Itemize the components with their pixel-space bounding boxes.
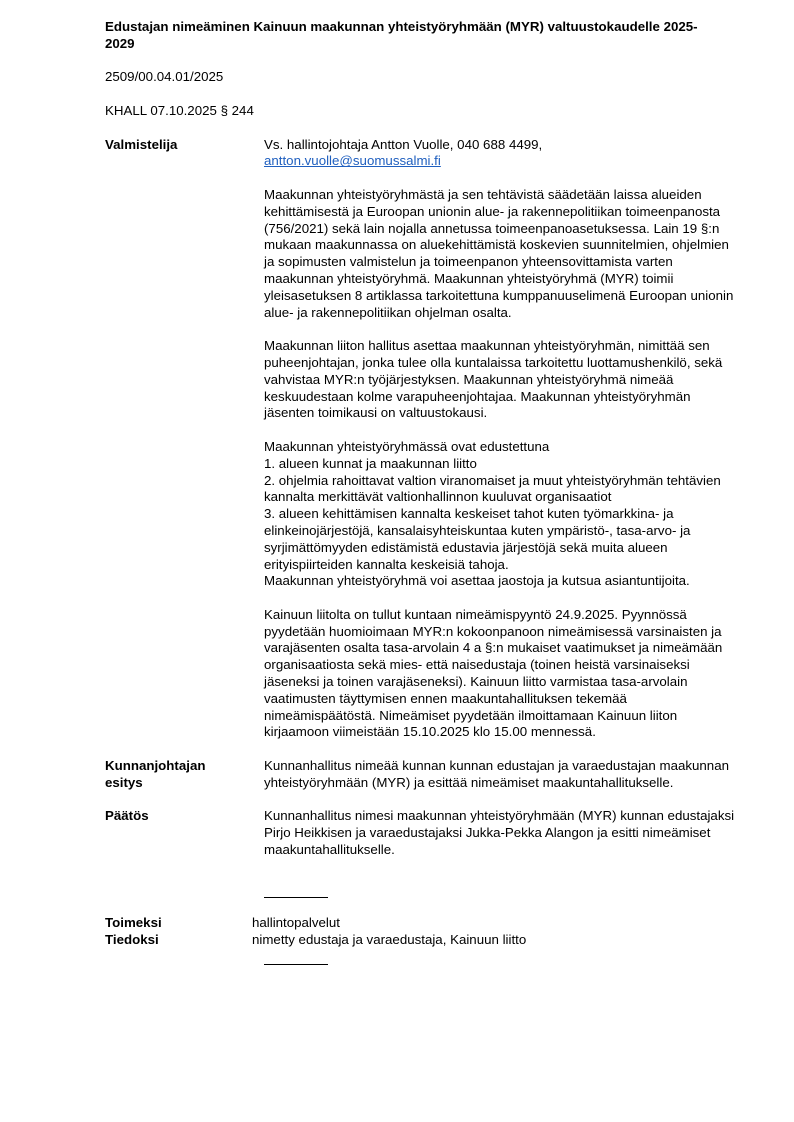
members-list-item: 3. alueen kehittämisen kannalta keskeiset tahot kuten työmarkkina- ja elinkeinojärjestöjä, kansalaisyhteiskuntaa kuten ympäristö-, tasa-arvo- ja syrjimättömyyden edistämistä edustavia järjestöjä sekä muita alueen erityispiirteiden kannalta keskeisiä tahoja. — [264, 506, 691, 572]
section-tiedoksi — [105, 932, 745, 949]
paatos-text: Kunnanhallitus nimesi maakunnan yhteistyöryhmään (MYR) kunnan edustajaksi Pirjo Heikkisen ja varaedustajaksi Jukka-Pekka Alangon ja esitti nimeämiset maakuntahallitukselle. — [264, 808, 735, 858]
members-block — [264, 439, 742, 590]
separator-rule — [264, 897, 328, 898]
section-valmistelija — [105, 137, 745, 742]
members-list-item: 1. alueen kunnat ja maakunnan liitto — [264, 455, 477, 471]
section-esitys — [105, 758, 745, 792]
esitys-label — [105, 758, 264, 792]
nomination-request-paragraph: Kainuun liitolta on tullut kuntaan nimeämispyyntö 24.9.2025. Pyynnössä pyydetään huomioimaan MYR:n kokoonpanoon nimeämisessä varsinaisten ja varajäsenten osalta tasa-arvolain 4 a §:n mukaiset vaatimukset ja nimeämään organisaatiosta sekä mies- että naisedustaja (toinen heistä varsinaiseksi jäseneksi ja toinen varajäseneksi). Kainuun liitto varmistaa tasa-arvolain vaatimusten täyttymisen ennen maakuntahallituksen tekemää nimeämispäätöstä. Nimeämiset pyydetään ilmoittamaan Kainuun liiton kirjaamoon viimeistään 15.10.2025 klo 15.00 mennessä. — [264, 606, 723, 740]
meeting-reference: KHALL 07.10.2025 § 244 — [105, 102, 254, 118]
members-list-item: 2. ohjelmia rahoittavat valtion viranomaiset ja muut yhteistyöryhmän tehtävien kannalta merkittävät valtionhallinnon kuuluvat organisaatiot — [264, 472, 721, 505]
jaostot-sentence: Maakunnan yhteistyöryhmä voi asettaa jaostoja ja kutsua asiantuntijoita. — [264, 573, 690, 589]
paatos-label: Päätös — [105, 808, 149, 824]
section-toimeksi — [105, 915, 745, 932]
distribution-rule-row — [105, 964, 745, 965]
section-paatos — [105, 808, 745, 858]
preparer-email-link[interactable]: antton.vuolle@suomussalmi.fi — [264, 153, 441, 169]
toimeksi-value: hallintopalvelut — [252, 914, 340, 930]
document-page — [105, 19, 745, 965]
preparer-contact — [264, 137, 742, 171]
board-paragraph: Maakunnan liiton hallitus asettaa maakunnan yhteistyöryhmän, nimittää sen puheenjohtajan, jonka tulee olla kuntalaissa tarkoitettu luottamushenkilö, sekä vahvistaa MYR:n työjärjestyksen. Maakunnan yhteistyöryhmä nimeää keskuudestaan kolme varapuheenjohtajaa. Maakunnan yhteistyöryhmän jäsenten toimikausi on valtuustokausi. — [264, 338, 723, 421]
valmistelija-content — [264, 137, 742, 742]
esitys-text: Kunnanhallitus nimeää kunnan kunnan edustajan ja varaedustajan maakunnan yhteistyöryhmään (MYR) ja esittää nimeämiset maakuntahallitukselle. — [264, 758, 729, 790]
tiedoksi-value: nimetty edustaja ja varaedustaja, Kainuun liitto — [252, 931, 527, 947]
tiedoksi-label: Tiedoksi — [105, 931, 159, 947]
legal-background-paragraph: Maakunnan yhteistyöryhmästä ja sen tehtävistä säädetään laissa alueiden kehittämisestä ja Euroopan unionin alue- ja rakennepolitiikan toimeenpanosta (756/2021) sekä lain nojalla annetussa toimeenpanoasetuksessa. Lain 19 §:n mukaan maakunnassa on aluekehittämistä koskevien suunnitelmien, ohjelmien ja sopimusten valmistelun ja toimeenpanon yhteensovittamista varten maakunnan yhteistyöryhmä. Maakunnan yhteistyöryhmä (MYR) toimii yleisasetuksen 8 artiklassa tarkoitettuna kumppanuuselimenä Euroopan unionin alue- ja rakennepolitiikan ohjelman osalta. — [264, 186, 734, 320]
members-intro: Maakunnan yhteistyöryhmässä ovat edustettuna — [264, 438, 550, 454]
toimeksi-label: Toimeksi — [105, 914, 162, 930]
diary-number: 2509/00.04.01/2025 — [105, 69, 224, 85]
valmistelija-label: Valmistelija — [105, 136, 178, 152]
preparer-line: Vs. hallintojohtaja Antton Vuolle, 040 688 4499, — [264, 136, 543, 152]
separator-rule — [264, 964, 328, 965]
esitys-label-line2: esitys — [105, 774, 143, 790]
document-title: Edustajan nimeäminen Kainuun maakunnan yhteistyöryhmään (MYR) valtuustokaudelle 2025-2029 — [105, 19, 698, 51]
esitys-label-line1: Kunnanjohtajan — [105, 758, 206, 774]
